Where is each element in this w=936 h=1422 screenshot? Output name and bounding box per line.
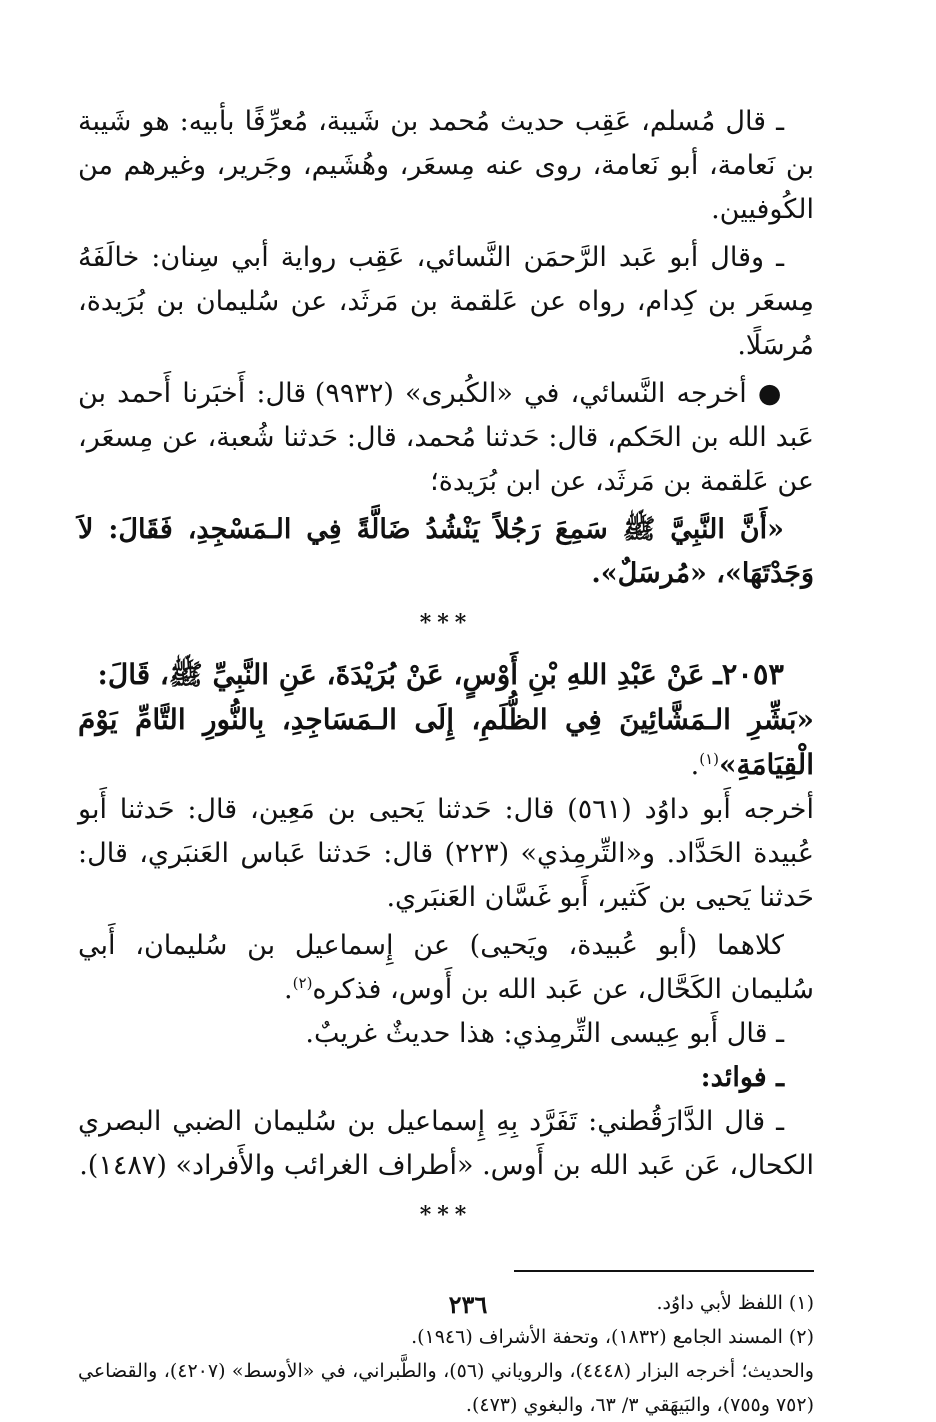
hadith-chain: عَنْ عَبْدِ اللهِ بْنِ أَوْسٍ، عَنْ بُرَيْدَةَ، عَنِ النَّبِيِّ ﷺ، قَالَ: — [97, 658, 705, 691]
paragraph-nasai-comment: ـ وقال أبو عَبد الرَّحمَن النَّسائي، عَقِب رواية أبي سِنان: خالَفَهُ مِسعَر بن كِدام، رواه عن عَلقمة بن مَرثَد، عن سُليمان بن بُرَيدة، مُرسَلًا. — [78, 242, 814, 361]
section-separator-1: *** — [419, 610, 473, 636]
page-number: ٢٣٦ — [448, 1290, 488, 1319]
hadith-text: «بَشِّرِ الـمَشَّائِينَ فِي الظُّلَمِ، إِلَى الـمَسَاجِدِ، بِالنُّورِ التَّامِّ يَوْمَ الْقِيَامَةِ» — [78, 703, 814, 781]
hadith-number: ٢٠٥٣ـ — [713, 657, 784, 691]
footnote-2: (٢) المسند الجامع (١٨٣٢)، وتحفة الأشراف (١٩٤٦). — [411, 1326, 814, 1348]
paragraph-tirmidhi-comment: ـ قال أَبو عِيسى التِّرمِذي: هذا حديثٌ غريبٌ. — [305, 1018, 784, 1049]
footnote-1: (١) اللفظ لأبي داوُد. — [656, 1292, 814, 1314]
hadith-end: . — [690, 750, 700, 781]
paragraph-daraqutni-comment: ـ قال الدَّارَقُطني: تَفَرَّد بِهِ إِسماعيل بن سُليمان الضبي البصري الكحال، عَن عَبد الله بن أَوس. «أطراف الغرائب والأَفراد» (١٤٨٧). — [78, 1106, 814, 1181]
paragraph-nasai-takhrij: ● أخرجه النَّسائي، في «الكُبرى» (٩٩٣٢) قال: أَخبَرنا أَحمد بن عَبد الله بن الحَكم، قال: حَدثنا مُحمد، قال: حَدثنا شُعبة، عن مِسعَر، عن عَلقمة بن مَرثَد، عن ابن بُرَيدة؛ — [78, 378, 814, 497]
section-separator-2: *** — [419, 1202, 473, 1228]
paragraph-kilahuma-text: كلاهما (أبو عُبيدة، ويَحيى) عن إِسماعيل بن سُليمان، أَبي سُليمان الكَحَّال، عن عَبد الله بن أَوس، فذكره — [78, 930, 814, 1005]
paragraph-mursal-text: «أَنَّ النَّبِيَّ ﷺ سَمِعَ رَجُلاً يَنْشُدُ ضَالَّةً فِي الـمَسْجِدِ، فَقَالَ: لاَ وَجَدْتَهَا»، «مُرسَلٌ». — [78, 514, 814, 589]
footnote-ref-1[interactable]: (١) — [699, 750, 720, 768]
hadith-matn — [78, 698, 814, 788]
footnote-2-continued: والحديث؛ أخرجه البزار (٤٤٤٨)، والروياني (٥٦)، والطَّبراني، في «الأوسط» (٤٢٠٧)، والقضاعي (٧٥٢ و٧٥٥)، والبَيهَقي ٣/ ٦٣، والبغوي (٤٧٣). — [78, 1360, 814, 1416]
footnote-ref-2[interactable]: (٢) — [292, 974, 313, 992]
paragraph-takhrij-abudawud: أخرجه أَبو داوُد (٥٦١) قال: حَدثنا يَحيى بن مَعِين، قال: حَدثنا أَبو عُبيدة الحَدَّاد. و«التِّرمِذي» (٢٢٣) قال: حَدثنا عَباس العَنبَري، قال: حَدثنا يَحيى بن كَثير، أَبو غَسَّان العَنبَري. — [78, 794, 814, 913]
hadith-heading — [78, 652, 814, 698]
footnote-divider — [514, 1270, 814, 1272]
paragraph-muslim-comment: ـ قال مُسلم، عَقِب حديث مُحمد بن شَيبة، مُعرِّفًا بأبيه: هو شَيبة بن نَعامة، أبو نَعامة، روى عنه مِسعَر، وهُشَيم، وجَرير، وغيرهم من الكُوفيين. — [78, 106, 814, 225]
section-fawaid-heading: ـ فوائد: — [700, 1062, 784, 1093]
page-content — [78, 100, 814, 1422]
paragraph-kilahuma: كلاهما (أبو عُبيدة، ويَحيى) عن إِسماعيل بن سُليمان، أَبي سُليمان الكَحَّال، عن عَبد الله بن أَوس، فذكره$^{(٢)}$. — [78, 930, 814, 1005]
